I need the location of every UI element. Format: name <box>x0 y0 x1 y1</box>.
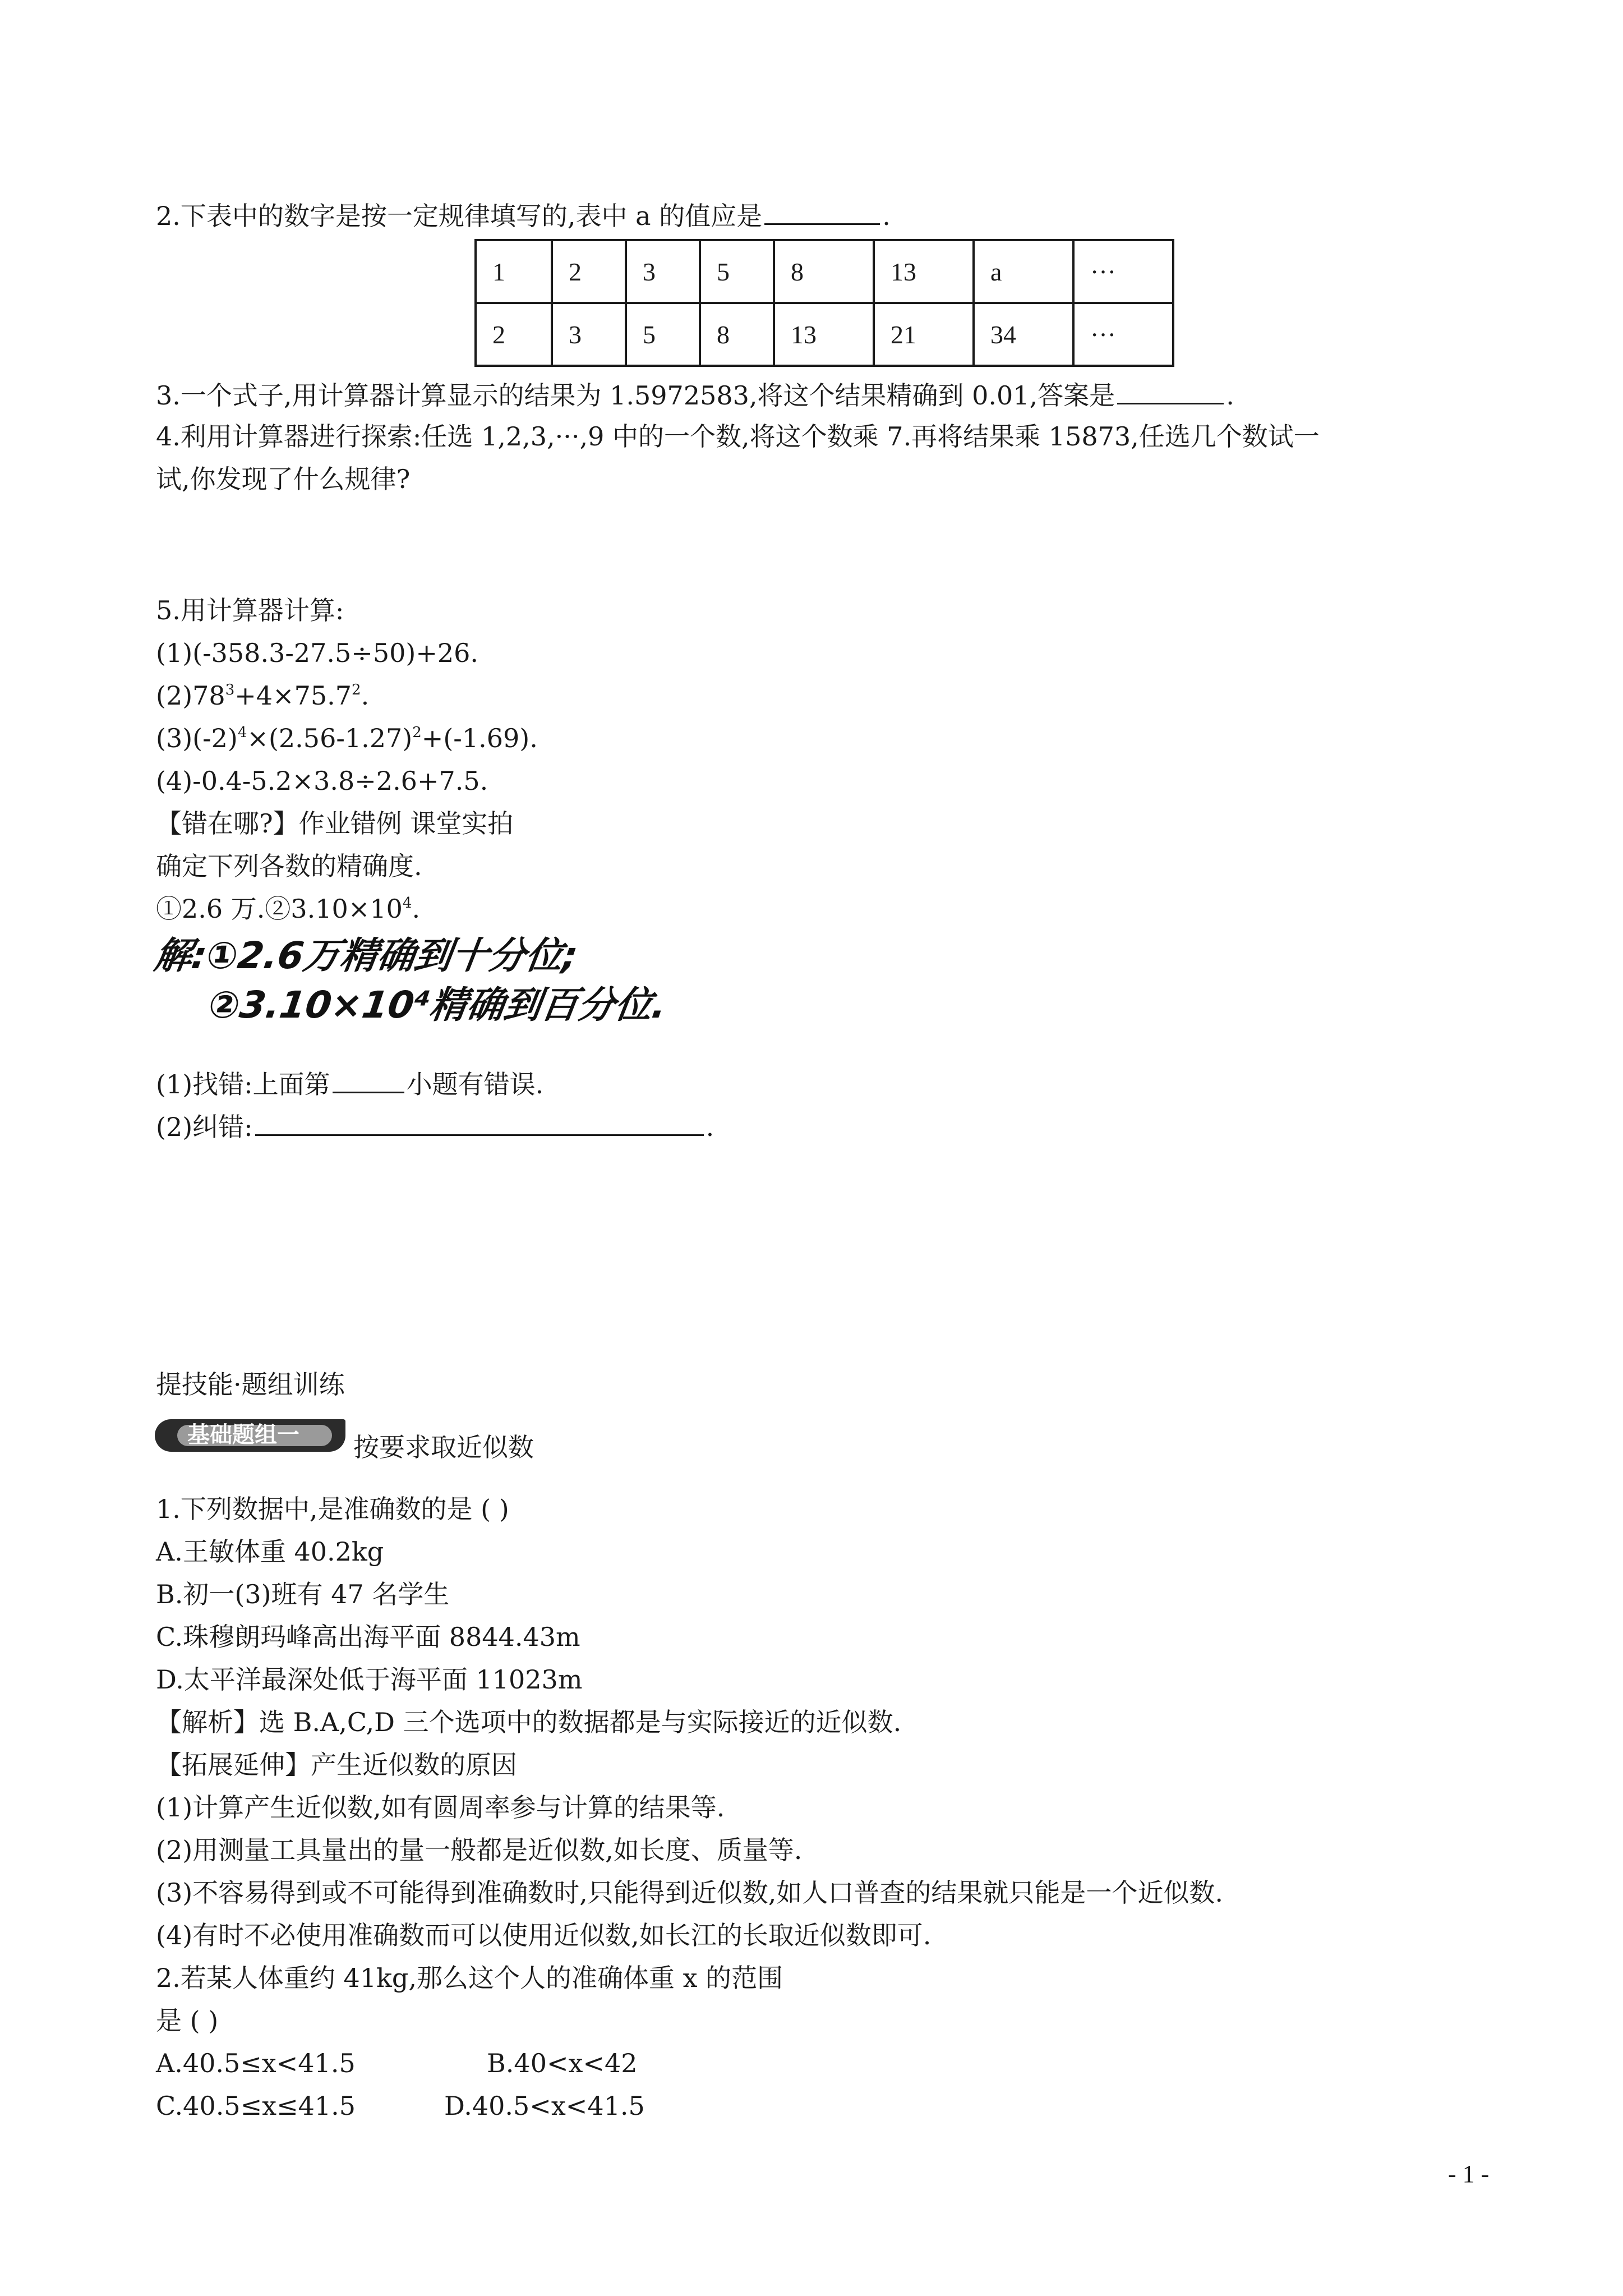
question-2-stem <box>156 197 891 233</box>
fix-error-text: (2)纠错: <box>156 1112 253 1142</box>
handwriting-line-2: ②3.10×10⁴精确到百分位. <box>205 983 670 1027</box>
reason-1: (1)计算产生近似数,如有圆周率参与计算的结果等. <box>156 1792 725 1823</box>
handwriting-line-1: 解:①2.6万精确到十分位; <box>151 934 581 977</box>
expr-part: ①2.6 万.②3.10×10 <box>156 894 403 924</box>
question-5-item-2 <box>156 679 369 712</box>
exponent: 4 <box>237 724 247 741</box>
exponent: 3 <box>225 682 235 698</box>
exponent: 2 <box>352 682 361 698</box>
exponent: 4 <box>402 895 412 912</box>
answer-blank[interactable] <box>1117 377 1224 404</box>
table-cell: 34 <box>974 303 1073 366</box>
basic-group-badge <box>155 1419 345 1452</box>
badge-label: 基础题组一 <box>187 1422 299 1448</box>
sequence-table <box>474 239 1174 367</box>
table-cell: 3 <box>626 240 700 303</box>
question-5-item-4: (4)-0.4-5.2×3.8÷2.6+7.5. <box>156 766 488 796</box>
practice-1-extend: 【拓展延伸】产生近似数的原因 <box>156 1750 517 1780</box>
page-number: - 1 - <box>1448 2160 1490 2188</box>
practice-1-option-c: C.珠穆朗玛峰高出海平面 8844.43m <box>156 1622 580 1652</box>
practice-2-option-d: D.40.5<x<41.5 <box>444 2091 645 2121</box>
table-cell: 1 <box>476 240 552 303</box>
find-error-line <box>156 1066 543 1101</box>
table-cell: 2 <box>476 303 552 366</box>
expr-part: +(-1.69). <box>421 723 538 753</box>
practice-2-stem-1: 2.若某人体重约 41kg,那么这个人的准确体重 x 的范围 <box>156 1963 783 1993</box>
question-2-end: . <box>882 201 891 231</box>
group-title: 按要求取近似数 <box>353 1432 534 1462</box>
table-cell: 21 <box>874 303 974 366</box>
question-3-text: 3.一个式子,用计算器计算显示的结果为 1.5972583,将这个结果精确到 0.01,答案是 <box>156 380 1115 411</box>
expr-part: . <box>412 894 421 924</box>
answer-blank[interactable] <box>255 1108 704 1136</box>
practice-2-option-b: B.40<x<42 <box>487 2048 638 2078</box>
answer-blank[interactable] <box>764 197 880 225</box>
question-5-item-1: (1)(-358.3-27.5÷50)+26. <box>156 638 479 668</box>
table-cell: 13 <box>774 303 874 366</box>
table-cell: 8 <box>774 240 874 303</box>
error-prompt: 确定下列各数的精确度. <box>156 851 422 881</box>
practice-2-stem-2: 是 ( ) <box>156 2005 219 2036</box>
fix-error-text: . <box>706 1112 714 1142</box>
exponent: 2 <box>412 724 422 741</box>
table-cell: 5 <box>700 240 774 303</box>
table-cell: 2 <box>552 240 626 303</box>
question-3-stem <box>156 377 1234 412</box>
find-error-text: 小题有错误. <box>406 1069 544 1099</box>
practice-1-option-b: B.初一(3)班有 47 名学生 <box>156 1579 450 1609</box>
error-items <box>156 892 420 926</box>
table-cell: 8 <box>700 303 774 366</box>
reason-2: (2)用测量工具量出的量一般都是近似数,如长度、质量等. <box>156 1835 803 1865</box>
skills-heading: 提技能·题组训练 <box>156 1369 345 1400</box>
table-row <box>476 240 1173 303</box>
expr-part: . <box>361 680 370 711</box>
practice-1-analysis: 【解析】选 B.A,C,D 三个选项中的数据都是与实际接近的近似数. <box>156 1707 902 1737</box>
table-cell: 13 <box>874 240 974 303</box>
handwritten-solution <box>151 931 670 1038</box>
question-5-item-3 <box>156 721 538 755</box>
error-heading: 【错在哪?】作业错例 课堂实拍 <box>156 808 514 839</box>
practice-1-option-d: D.太平洋最深处低于海平面 11023m <box>156 1664 583 1695</box>
fix-error-line <box>156 1108 714 1144</box>
expr-part: ×(2.56-1.27) <box>247 723 413 753</box>
table-cell: a <box>974 240 1073 303</box>
table-cell: 3 <box>552 303 626 366</box>
table-cell: ··· <box>1073 240 1173 303</box>
question-4-line-1: 4.利用计算器进行探索:任选 1,2,3,···,9 中的一个数,将这个数乘 7.再将结果乘 15873,任选几个数试一 <box>156 421 1320 452</box>
practice-2-option-c: C.40.5≤x≤41.5 <box>156 2091 356 2121</box>
table-row <box>476 303 1173 366</box>
reason-3: (3)不容易得到或不可能得到准确数时,只能得到近似数,如人口普查的结果就只能是一个近似数. <box>156 1878 1224 1908</box>
table-cell: 5 <box>626 303 700 366</box>
question-3-end: . <box>1226 380 1234 411</box>
practice-1-stem: 1.下列数据中,是准确数的是 ( ) <box>156 1494 509 1524</box>
practice-1-option-a: A.王敏体重 40.2kg <box>156 1536 384 1567</box>
expr-part: +4×75.7 <box>234 680 352 711</box>
question-5-title: 5.用计算器计算: <box>156 595 344 625</box>
find-error-text: (1)找错:上面第 <box>156 1069 330 1099</box>
expr-part: (2)78 <box>156 680 225 711</box>
question-4-line-2: 试,你发现了什么规律? <box>156 464 411 494</box>
table-cell: ··· <box>1073 303 1173 366</box>
answer-blank[interactable] <box>333 1066 404 1093</box>
question-2-text: 2.下表中的数字是按一定规律填写的,表中 a 的值应是 <box>156 201 763 231</box>
practice-2-option-a: A.40.5≤x<41.5 <box>156 2048 356 2078</box>
reason-4: (4)有时不必使用准确数而可以使用近似数,如长江的长取近似数即可. <box>156 1920 932 1950</box>
expr-part: (3)(-2) <box>156 723 238 753</box>
